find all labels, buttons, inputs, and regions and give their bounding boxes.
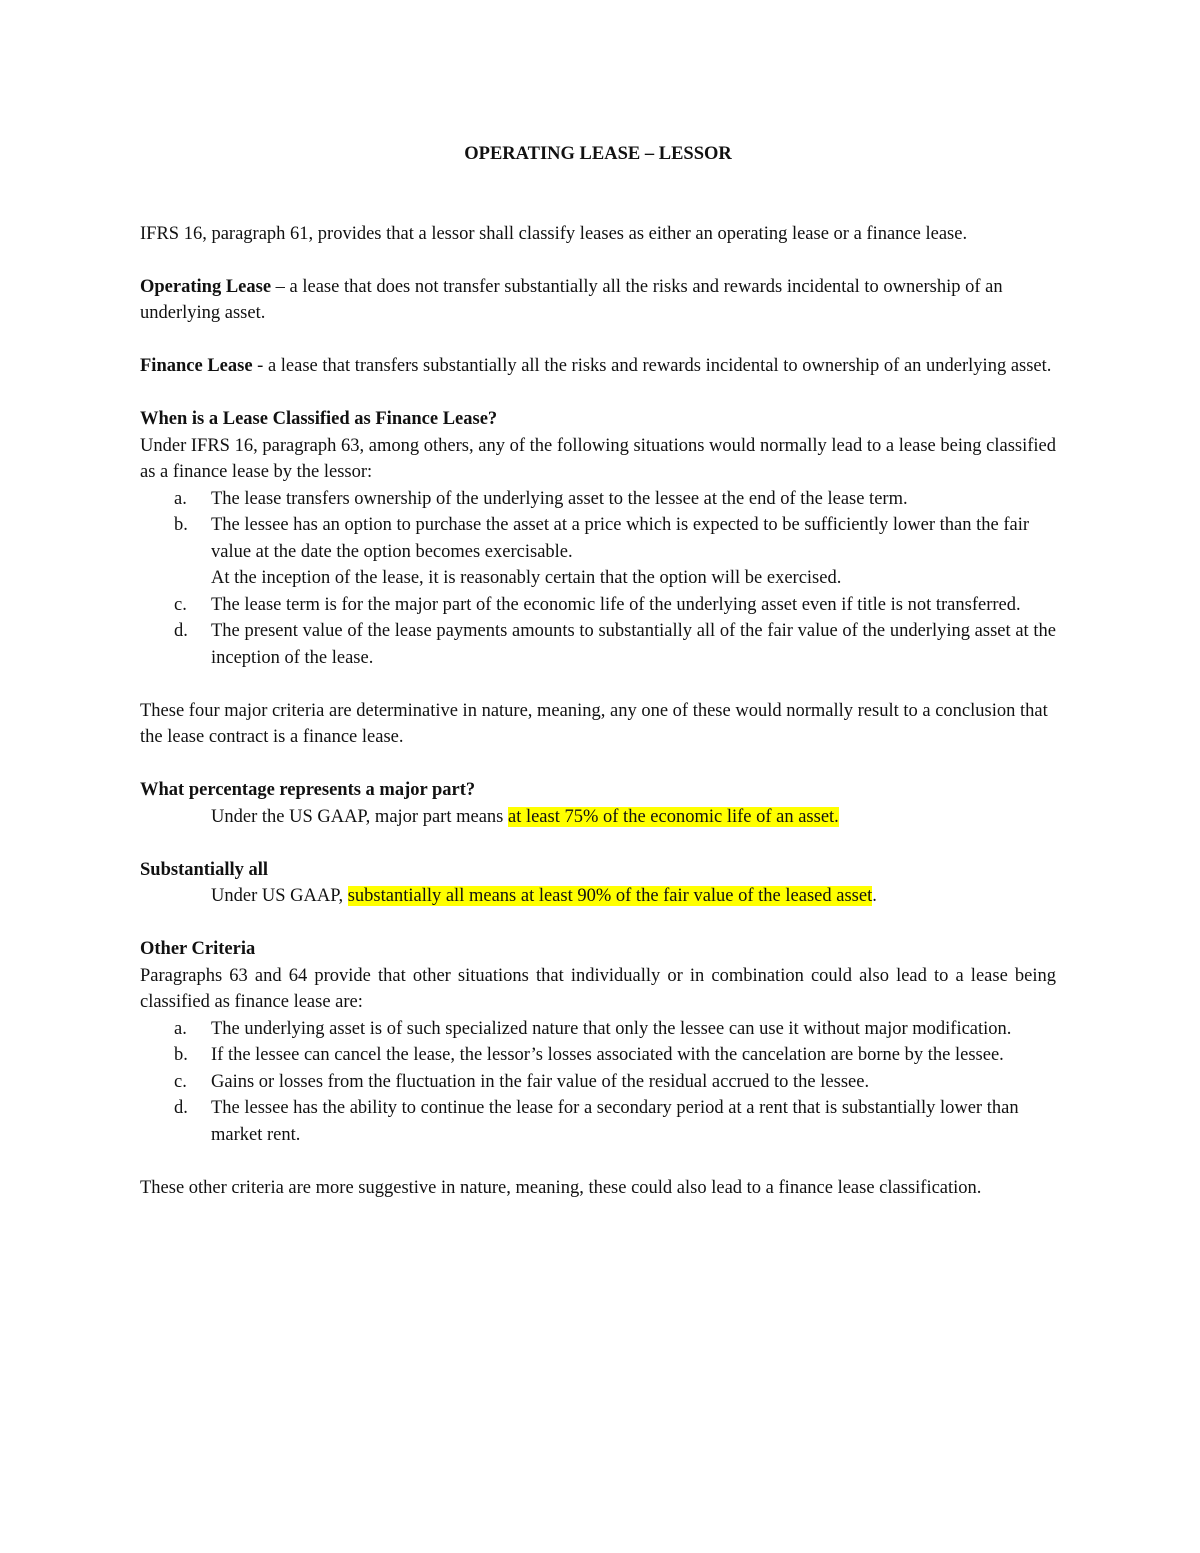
other-criteria-heading: Other Criteria xyxy=(140,939,256,959)
classified-heading: When is a Lease Classified as Finance Lease? xyxy=(140,409,498,429)
major-part-text xyxy=(140,804,1056,831)
list-marker: c. xyxy=(174,1071,187,1092)
list-item xyxy=(140,1016,1056,1043)
major-part-text-before: Under the US GAAP, major part means xyxy=(211,806,508,827)
list-item-text: If the lessee can cancel the lease, the lessor’s losses associated with the cancelation are borne by the lessee. xyxy=(211,1045,1004,1065)
finance-lease-criteria-list xyxy=(140,486,1056,672)
classified-conclusion: These four major criteria are determinative in nature, meaning, any one of these would normally result to a conclusion that the lease contract is a finance lease. xyxy=(140,700,1048,747)
list-marker: c. xyxy=(174,594,187,615)
list-marker: b. xyxy=(174,515,188,535)
list-item xyxy=(140,1069,1056,1096)
finance-lease-text: - a lease that transfers substantially all the risks and rewards incidental to ownership of an underlying asset. xyxy=(252,356,1052,376)
classified-lead: Under IFRS 16, paragraph 63, among others, any of the following situations would normally lead to a lease being classified as a finance lease by the lessor: xyxy=(140,435,1056,482)
finance-lease-term: Finance Lease xyxy=(140,356,253,376)
substantially-all-highlight: substantially all means at least 90% of the fair value of the leased asset xyxy=(347,886,873,906)
list-item xyxy=(140,592,1056,619)
list-item-text: The lessee has the ability to continue the lease for a secondary period at a rent that is substantially lower than market rent. xyxy=(211,1098,1019,1145)
list-item xyxy=(140,512,1056,592)
list-item xyxy=(140,1042,1056,1069)
substantially-all-heading: Substantially all xyxy=(140,859,269,880)
list-marker: d. xyxy=(174,621,188,641)
list-item xyxy=(140,486,1056,513)
major-part-highlight: at least 75% of the economic life of an asset. xyxy=(507,806,839,827)
other-criteria-lead: Paragraphs 63 and 64 provide that other situations that individually or in combination could also lead to a lease being classified as finance lease are: xyxy=(140,965,1056,1012)
operating-lease-term: Operating Lease xyxy=(140,276,272,297)
list-item-text: The lessee has an option to purchase the asset at a price which is expected to be sufficiently lower than the fair value at the date the option becomes exercisable. xyxy=(211,515,1029,562)
operating-lease-text: – a lease that does not transfer substantially all the risks and rewards incidental to ownership of an underlying asset. xyxy=(140,276,1003,323)
intro-paragraph: IFRS 16, paragraph 61, provides that a lessor shall classify leases as either an operating lease or a finance lease. xyxy=(140,223,968,244)
list-item-text: The lease transfers ownership of the underlying asset to the lessee at the end of the lease term. xyxy=(211,488,908,509)
major-part-heading: What percentage represents a major part? xyxy=(140,780,476,800)
list-marker: b. xyxy=(174,1045,188,1065)
document-title: OPERATING LEASE – LESSOR xyxy=(464,144,732,164)
substantially-all-text-before: Under US GAAP, xyxy=(211,886,348,906)
list-item-text: Gains or losses from the fluctuation in the fair value of the residual accrued to the lessee. xyxy=(211,1071,870,1092)
list-item-text: The present value of the lease payments amounts to substantially all of the fair value of the underlying asset at the inception of the lease. xyxy=(211,621,1056,668)
list-marker: d. xyxy=(174,1098,188,1118)
list-marker: a. xyxy=(174,488,187,509)
list-marker: a. xyxy=(174,1018,187,1039)
list-item-extra: At the inception of the lease, it is reasonably certain that the option will be exercised. xyxy=(211,568,842,588)
list-item-text: The underlying asset is of such specialized nature that only the lessee can use it without major modification. xyxy=(211,1018,1012,1039)
list-item xyxy=(140,1095,1056,1148)
list-item xyxy=(140,618,1056,671)
document-body xyxy=(140,141,1056,1201)
other-criteria-conclusion: These other criteria are more suggestive in nature, meaning, these could also lead to a finance lease classification. xyxy=(140,1177,982,1198)
substantially-all-text xyxy=(140,883,1056,910)
finance-lease-definition xyxy=(140,353,1056,380)
other-criteria-list xyxy=(140,1016,1056,1149)
operating-lease-definition xyxy=(140,274,1056,327)
substantially-all-text-after: . xyxy=(872,886,877,906)
list-item-text: The lease term is for the major part of the economic life of the underlying asset even if title is not transferred. xyxy=(211,594,1021,615)
